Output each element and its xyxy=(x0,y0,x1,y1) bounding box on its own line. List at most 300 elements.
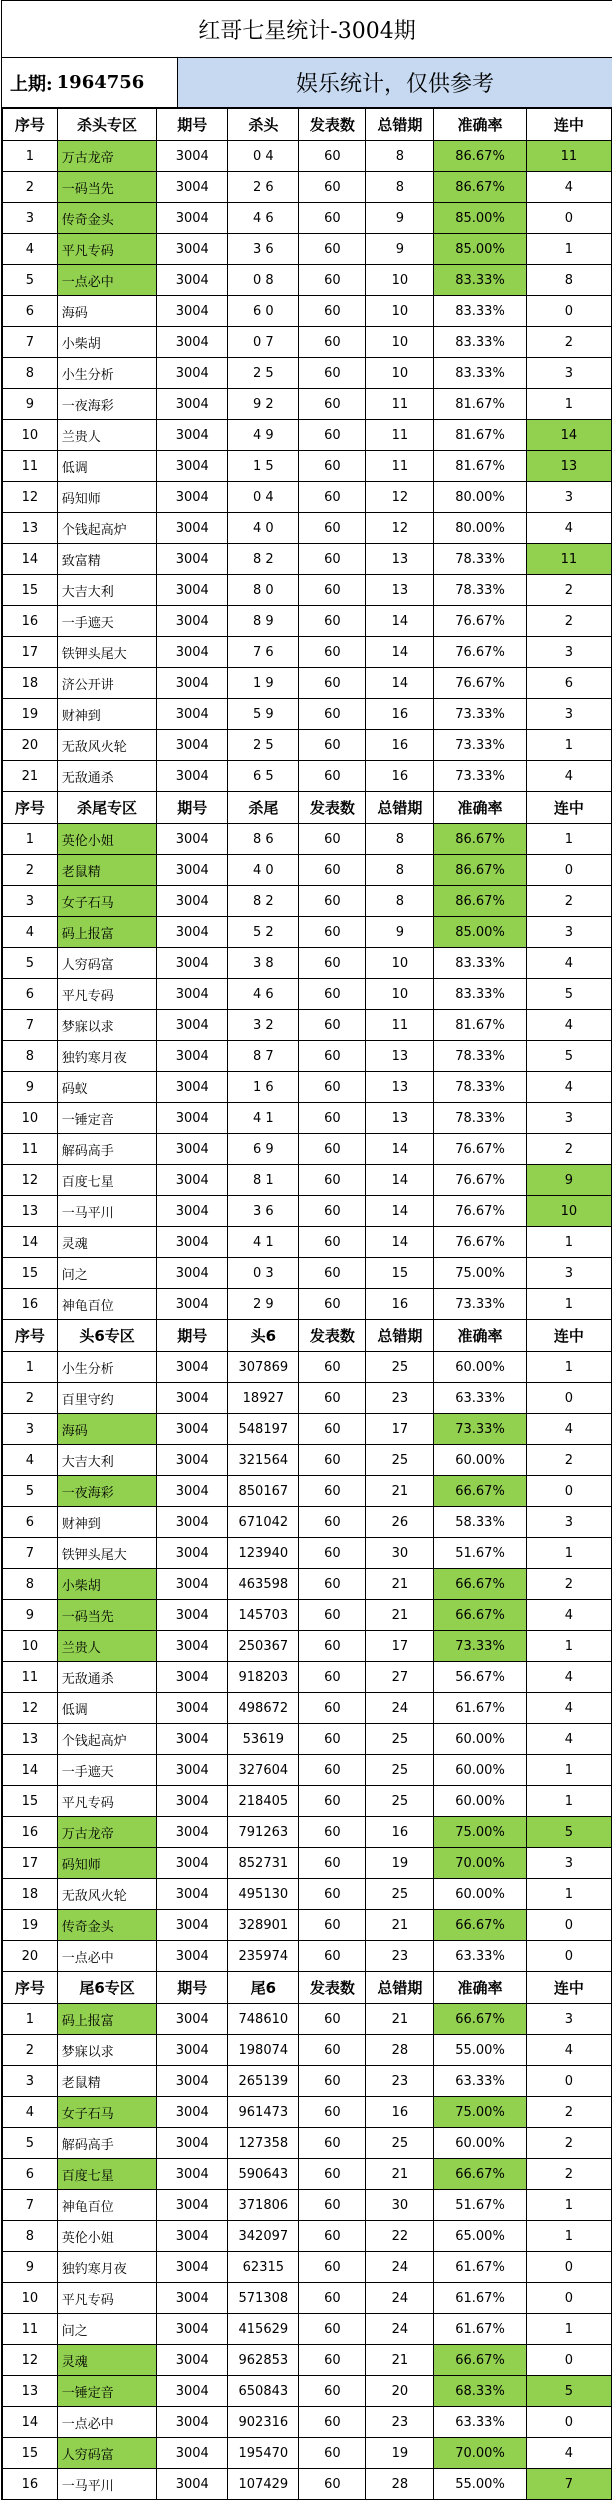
row-index: 10 xyxy=(3,2283,58,2314)
row-index: 17 xyxy=(3,637,58,668)
row-accuracy: 81.67% xyxy=(434,389,526,420)
row-published: 60 xyxy=(299,1010,366,1041)
table-row xyxy=(3,1445,612,1476)
row-accuracy: 60.00% xyxy=(434,1786,526,1817)
row-name: 致富精 xyxy=(57,544,156,575)
section-header-row xyxy=(3,1972,612,2004)
row-name: 小生分析 xyxy=(57,1352,156,1383)
row-name: 平凡专码 xyxy=(57,234,156,265)
row-issue: 3004 xyxy=(157,1072,228,1103)
column-header: 发表数 xyxy=(299,1972,366,2004)
row-issue: 3004 xyxy=(157,730,228,761)
row-streak: 4 xyxy=(526,2035,611,2066)
row-issue: 3004 xyxy=(157,699,228,730)
table-row xyxy=(3,1662,612,1693)
row-issue: 3004 xyxy=(157,1724,228,1755)
row-name: 大吉大利 xyxy=(57,1445,156,1476)
row-index: 14 xyxy=(3,2407,58,2438)
row-value: 0 4 xyxy=(228,482,299,513)
row-value: 18927 xyxy=(228,1383,299,1414)
table-row xyxy=(3,606,612,637)
row-accuracy: 86.67% xyxy=(434,855,526,886)
row-errors: 10 xyxy=(366,358,434,389)
row-streak: 0 xyxy=(526,2066,611,2097)
row-streak: 0 xyxy=(526,2345,611,2376)
row-issue: 3004 xyxy=(157,2035,228,2066)
row-published: 60 xyxy=(299,1755,366,1786)
row-streak: 0 xyxy=(526,2252,611,2283)
row-errors: 30 xyxy=(366,1538,434,1569)
row-name: 无敌风火轮 xyxy=(57,1879,156,1910)
row-published: 60 xyxy=(299,1165,366,1196)
table-row xyxy=(3,2128,612,2159)
table-row xyxy=(3,2469,612,2500)
row-issue: 3004 xyxy=(157,141,228,172)
row-name: 平凡专码 xyxy=(57,979,156,1010)
row-name: 百里守约 xyxy=(57,1383,156,1414)
row-issue: 3004 xyxy=(157,1848,228,1879)
row-streak: 4 xyxy=(526,761,611,792)
row-value: 53619 xyxy=(228,1724,299,1755)
row-index: 9 xyxy=(3,1600,58,1631)
table-row xyxy=(3,1072,612,1103)
row-value: 8 2 xyxy=(228,886,299,917)
row-value: 250367 xyxy=(228,1631,299,1662)
row-errors: 21 xyxy=(366,2004,434,2035)
row-name: 财神到 xyxy=(57,699,156,730)
row-published: 60 xyxy=(299,1848,366,1879)
row-issue: 3004 xyxy=(157,544,228,575)
row-published: 60 xyxy=(299,203,366,234)
row-accuracy: 78.33% xyxy=(434,1103,526,1134)
row-issue: 3004 xyxy=(157,1041,228,1072)
row-name: 低调 xyxy=(57,1693,156,1724)
row-streak: 1 xyxy=(526,2190,611,2221)
row-name: 财神到 xyxy=(57,1507,156,1538)
table-row xyxy=(3,1538,612,1569)
row-streak: 4 xyxy=(526,1010,611,1041)
table-row xyxy=(3,1848,612,1879)
row-issue: 3004 xyxy=(157,637,228,668)
row-errors: 12 xyxy=(366,513,434,544)
row-errors: 9 xyxy=(366,203,434,234)
table-row xyxy=(3,948,612,979)
row-streak: 1 xyxy=(526,730,611,761)
table-row xyxy=(3,855,612,886)
table-row xyxy=(3,824,612,855)
row-value: 6 9 xyxy=(228,1134,299,1165)
row-issue: 3004 xyxy=(157,917,228,948)
row-published: 60 xyxy=(299,948,366,979)
table-row xyxy=(3,1383,612,1414)
table-row xyxy=(3,668,612,699)
row-errors: 14 xyxy=(366,1227,434,1258)
row-issue: 3004 xyxy=(157,1693,228,1724)
table-row xyxy=(3,451,612,482)
column-header: 期号 xyxy=(157,109,228,141)
row-published: 60 xyxy=(299,979,366,1010)
row-streak: 1 xyxy=(526,1879,611,1910)
row-value: 9 2 xyxy=(228,389,299,420)
row-published: 60 xyxy=(299,2221,366,2252)
row-published: 60 xyxy=(299,2283,366,2314)
column-header: 准确率 xyxy=(434,792,526,824)
row-value: 328901 xyxy=(228,1910,299,1941)
row-value: 415629 xyxy=(228,2314,299,2345)
row-errors: 14 xyxy=(366,1134,434,1165)
row-index: 7 xyxy=(3,1010,58,1041)
row-errors: 16 xyxy=(366,1289,434,1320)
row-issue: 3004 xyxy=(157,2314,228,2345)
row-published: 60 xyxy=(299,1196,366,1227)
row-streak: 3 xyxy=(526,699,611,730)
row-published: 60 xyxy=(299,2314,366,2345)
table-row xyxy=(3,2407,612,2438)
row-index: 2 xyxy=(3,2035,58,2066)
row-accuracy: 66.67% xyxy=(434,2159,526,2190)
row-value: 4 6 xyxy=(228,203,299,234)
row-published: 60 xyxy=(299,1414,366,1445)
row-index: 11 xyxy=(3,1134,58,1165)
row-published: 60 xyxy=(299,855,366,886)
row-published: 60 xyxy=(299,1352,366,1383)
table-row xyxy=(3,1879,612,1910)
table-row xyxy=(3,1196,612,1227)
row-streak: 3 xyxy=(526,917,611,948)
row-issue: 3004 xyxy=(157,1538,228,1569)
stats-table xyxy=(2,108,612,2500)
row-errors: 25 xyxy=(366,1755,434,1786)
row-issue: 3004 xyxy=(157,1352,228,1383)
previous-issue-bar xyxy=(2,58,612,108)
row-value: 7 6 xyxy=(228,637,299,668)
row-errors: 14 xyxy=(366,637,434,668)
row-errors: 8 xyxy=(366,886,434,917)
row-streak: 0 xyxy=(526,1476,611,1507)
row-published: 60 xyxy=(299,1941,366,1972)
row-issue: 3004 xyxy=(157,2438,228,2469)
row-value: 145703 xyxy=(228,1600,299,1631)
row-accuracy: 78.33% xyxy=(434,1072,526,1103)
row-index: 18 xyxy=(3,668,58,699)
row-streak: 5 xyxy=(526,1041,611,1072)
row-index: 3 xyxy=(3,203,58,234)
row-value: 791263 xyxy=(228,1817,299,1848)
row-errors: 23 xyxy=(366,2066,434,2097)
table-row xyxy=(3,2097,612,2128)
row-errors: 16 xyxy=(366,1817,434,1848)
table-row xyxy=(3,172,612,203)
row-accuracy: 86.67% xyxy=(434,172,526,203)
row-streak: 3 xyxy=(526,482,611,513)
row-accuracy: 60.00% xyxy=(434,1352,526,1383)
row-streak: 2 xyxy=(526,575,611,606)
row-streak: 2 xyxy=(526,1445,611,1476)
row-index: 7 xyxy=(3,1538,58,1569)
row-published: 60 xyxy=(299,482,366,513)
row-index: 10 xyxy=(3,420,58,451)
row-accuracy: 61.67% xyxy=(434,2314,526,2345)
previous-issue xyxy=(2,58,178,107)
row-errors: 25 xyxy=(366,1352,434,1383)
row-index: 16 xyxy=(3,2469,58,2500)
row-published: 60 xyxy=(299,2376,366,2407)
row-issue: 3004 xyxy=(157,1227,228,1258)
row-issue: 3004 xyxy=(157,1631,228,1662)
row-index: 17 xyxy=(3,1848,58,1879)
row-index: 9 xyxy=(3,389,58,420)
row-accuracy: 61.67% xyxy=(434,1693,526,1724)
column-header: 期号 xyxy=(157,1320,228,1352)
row-value: 8 2 xyxy=(228,544,299,575)
row-accuracy: 76.67% xyxy=(434,1196,526,1227)
row-published: 60 xyxy=(299,575,366,606)
row-errors: 13 xyxy=(366,575,434,606)
row-streak: 1 xyxy=(526,2314,611,2345)
row-errors: 25 xyxy=(366,2128,434,2159)
row-issue: 3004 xyxy=(157,1414,228,1445)
row-value: 650843 xyxy=(228,2376,299,2407)
row-index: 15 xyxy=(3,575,58,606)
row-errors: 14 xyxy=(366,668,434,699)
row-errors: 22 xyxy=(366,2221,434,2252)
row-accuracy: 80.00% xyxy=(434,482,526,513)
row-accuracy: 81.67% xyxy=(434,420,526,451)
row-issue: 3004 xyxy=(157,1910,228,1941)
row-errors: 28 xyxy=(366,2469,434,2500)
row-errors: 23 xyxy=(366,1941,434,1972)
row-index: 12 xyxy=(3,1693,58,1724)
table-row xyxy=(3,1910,612,1941)
row-streak: 6 xyxy=(526,668,611,699)
row-published: 60 xyxy=(299,824,366,855)
row-index: 13 xyxy=(3,1196,58,1227)
row-errors: 13 xyxy=(366,1103,434,1134)
row-published: 60 xyxy=(299,2252,366,2283)
column-header: 序号 xyxy=(3,1972,58,2004)
row-errors: 11 xyxy=(366,389,434,420)
row-streak: 2 xyxy=(526,2159,611,2190)
row-errors: 13 xyxy=(366,544,434,575)
row-index: 3 xyxy=(3,2066,58,2097)
row-issue: 3004 xyxy=(157,948,228,979)
row-published: 60 xyxy=(299,1786,366,1817)
row-issue: 3004 xyxy=(157,2469,228,2500)
row-published: 60 xyxy=(299,917,366,948)
row-errors: 25 xyxy=(366,1724,434,1755)
row-accuracy: 78.33% xyxy=(434,575,526,606)
row-index: 4 xyxy=(3,917,58,948)
row-accuracy: 73.33% xyxy=(434,1631,526,1662)
row-value: 4 0 xyxy=(228,855,299,886)
row-index: 2 xyxy=(3,855,58,886)
row-accuracy: 73.33% xyxy=(434,761,526,792)
row-value: 342097 xyxy=(228,2221,299,2252)
row-issue: 3004 xyxy=(157,606,228,637)
row-index: 4 xyxy=(3,1445,58,1476)
row-accuracy: 85.00% xyxy=(434,203,526,234)
row-streak: 3 xyxy=(526,1848,611,1879)
row-errors: 21 xyxy=(366,1910,434,1941)
row-issue: 3004 xyxy=(157,1103,228,1134)
row-errors: 24 xyxy=(366,2314,434,2345)
row-value: 8 7 xyxy=(228,1041,299,1072)
row-issue: 3004 xyxy=(157,2066,228,2097)
row-published: 60 xyxy=(299,699,366,730)
row-name: 一手遮天 xyxy=(57,606,156,637)
row-errors: 23 xyxy=(366,1383,434,1414)
row-published: 60 xyxy=(299,1507,366,1538)
row-streak: 1 xyxy=(526,2221,611,2252)
row-value: 6 0 xyxy=(228,296,299,327)
row-name: 女子石马 xyxy=(57,886,156,917)
row-value: 961473 xyxy=(228,2097,299,2128)
table-row xyxy=(3,234,612,265)
row-name: 兰贵人 xyxy=(57,1631,156,1662)
row-name: 无敌风火轮 xyxy=(57,730,156,761)
row-accuracy: 75.00% xyxy=(434,2097,526,2128)
row-published: 60 xyxy=(299,1134,366,1165)
row-streak: 7 xyxy=(526,2469,611,2500)
row-streak: 3 xyxy=(526,1258,611,1289)
row-issue: 3004 xyxy=(157,1755,228,1786)
row-published: 60 xyxy=(299,544,366,575)
column-header: 连中 xyxy=(526,1320,611,1352)
table-row xyxy=(3,1941,612,1972)
row-value: 1 5 xyxy=(228,451,299,482)
row-accuracy: 66.67% xyxy=(434,2345,526,2376)
row-index: 11 xyxy=(3,1662,58,1693)
row-issue: 3004 xyxy=(157,979,228,1010)
row-streak: 2 xyxy=(526,2097,611,2128)
row-name: 码知师 xyxy=(57,1848,156,1879)
row-errors: 11 xyxy=(366,451,434,482)
row-name: 梦寐以求 xyxy=(57,2035,156,2066)
row-name: 人穷码富 xyxy=(57,2438,156,2469)
table-row xyxy=(3,1569,612,1600)
row-index: 11 xyxy=(3,2314,58,2345)
row-streak: 2 xyxy=(526,886,611,917)
row-index: 19 xyxy=(3,1910,58,1941)
row-streak: 9 xyxy=(526,1165,611,1196)
row-accuracy: 66.67% xyxy=(434,1569,526,1600)
row-index: 19 xyxy=(3,699,58,730)
row-value: 6 5 xyxy=(228,761,299,792)
row-name: 个钱起高炉 xyxy=(57,1724,156,1755)
row-streak: 4 xyxy=(526,513,611,544)
row-published: 60 xyxy=(299,172,366,203)
row-issue: 3004 xyxy=(157,668,228,699)
row-value: 235974 xyxy=(228,1941,299,1972)
row-streak: 0 xyxy=(526,296,611,327)
row-name: 个钱起高炉 xyxy=(57,513,156,544)
row-published: 60 xyxy=(299,886,366,917)
column-header: 尾6专区 xyxy=(57,1972,156,2004)
table-row xyxy=(3,2252,612,2283)
row-name: 大吉大利 xyxy=(57,575,156,606)
column-header: 准确率 xyxy=(434,1972,526,2004)
table-row xyxy=(3,420,612,451)
row-published: 60 xyxy=(299,265,366,296)
column-header: 头6 xyxy=(228,1320,299,1352)
row-accuracy: 63.33% xyxy=(434,1383,526,1414)
row-name: 码蚁 xyxy=(57,1072,156,1103)
row-errors: 19 xyxy=(366,1848,434,1879)
row-issue: 3004 xyxy=(157,2128,228,2159)
row-published: 60 xyxy=(299,451,366,482)
row-index: 20 xyxy=(3,1941,58,1972)
row-value: 5 9 xyxy=(228,699,299,730)
column-header: 发表数 xyxy=(299,1320,366,1352)
row-accuracy: 63.33% xyxy=(434,2066,526,2097)
column-header: 连中 xyxy=(526,1972,611,2004)
row-errors: 10 xyxy=(366,948,434,979)
row-published: 60 xyxy=(299,513,366,544)
row-accuracy: 83.33% xyxy=(434,265,526,296)
row-name: 百度七星 xyxy=(57,1165,156,1196)
row-accuracy: 51.67% xyxy=(434,1538,526,1569)
table-row xyxy=(3,2283,612,2314)
row-accuracy: 85.00% xyxy=(434,917,526,948)
row-value: 590643 xyxy=(228,2159,299,2190)
table-row xyxy=(3,886,612,917)
row-accuracy: 76.67% xyxy=(434,1134,526,1165)
row-published: 60 xyxy=(299,606,366,637)
column-header: 发表数 xyxy=(299,109,366,141)
row-published: 60 xyxy=(299,1476,366,1507)
row-index: 13 xyxy=(3,2376,58,2407)
row-streak: 10 xyxy=(526,1196,611,1227)
row-streak: 2 xyxy=(526,1569,611,1600)
row-issue: 3004 xyxy=(157,2097,228,2128)
row-issue: 3004 xyxy=(157,1196,228,1227)
row-streak: 3 xyxy=(526,1507,611,1538)
row-accuracy: 83.33% xyxy=(434,979,526,1010)
row-published: 60 xyxy=(299,1910,366,1941)
row-index: 8 xyxy=(3,1569,58,1600)
row-accuracy: 83.33% xyxy=(434,327,526,358)
table-row xyxy=(3,2438,612,2469)
row-accuracy: 73.33% xyxy=(434,1414,526,1445)
column-header: 发表数 xyxy=(299,792,366,824)
row-issue: 3004 xyxy=(157,2376,228,2407)
row-name: 老鼠精 xyxy=(57,855,156,886)
row-index: 8 xyxy=(3,1041,58,1072)
row-index: 9 xyxy=(3,2252,58,2283)
row-value: 498672 xyxy=(228,1693,299,1724)
row-accuracy: 86.67% xyxy=(434,886,526,917)
row-errors: 16 xyxy=(366,730,434,761)
row-published: 60 xyxy=(299,420,366,451)
row-streak: 5 xyxy=(526,2376,611,2407)
row-index: 14 xyxy=(3,1227,58,1258)
row-index: 9 xyxy=(3,1072,58,1103)
table-row xyxy=(3,513,612,544)
row-issue: 3004 xyxy=(157,1507,228,1538)
row-name: 低调 xyxy=(57,451,156,482)
row-name: 一手遮天 xyxy=(57,1755,156,1786)
row-issue: 3004 xyxy=(157,265,228,296)
row-name: 独钓寒月夜 xyxy=(57,1041,156,1072)
row-streak: 4 xyxy=(526,1724,611,1755)
row-streak: 1 xyxy=(526,1289,611,1320)
row-published: 60 xyxy=(299,730,366,761)
row-name: 传奇金头 xyxy=(57,1910,156,1941)
row-issue: 3004 xyxy=(157,513,228,544)
row-index: 3 xyxy=(3,886,58,917)
row-issue: 3004 xyxy=(157,2283,228,2314)
row-accuracy: 60.00% xyxy=(434,1724,526,1755)
